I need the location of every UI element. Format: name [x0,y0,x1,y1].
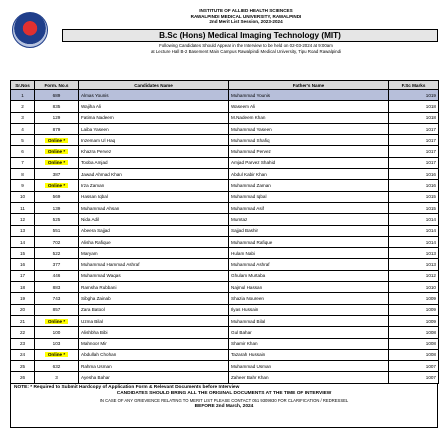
candidate-name-cell: Muhammad Waqas [79,270,229,281]
marks-cell: 1013 [389,259,439,270]
table-row [11,282,439,293]
organization-block [54,8,438,25]
father-name-cell: Muhammad Rafique [229,236,389,247]
candidate-name-cell: Tooba Amjad [79,157,229,168]
candidate-name-cell: Nida Adil [79,214,229,225]
form-number-cell: 387 [35,169,79,180]
father-name-cell: Waseem Ali [229,101,389,112]
table-row [11,236,439,247]
online-badge: Online * [45,160,68,165]
form-number-cell: 702 [35,236,79,247]
candidate-name-cell: Khazra Pervez [79,146,229,157]
father-name-cell: Muhammad Shafiq [229,135,389,146]
candidate-name-cell: Mahnoor Mir [79,338,229,349]
candidate-name-cell: Almas Younis [79,90,229,101]
sr-cell: 23 [11,338,35,349]
marks-cell: 1015 [389,191,439,202]
father-name-cell: Muhammad Bilal [229,315,389,326]
sr-cell: 5 [11,135,35,146]
online-badge: Online * [45,352,68,357]
grievance-line: IN CASE OF ANY GRIEVIENCE RELATING TO MERIT LIST PLEASE CONTACT 051 9309930 FOR CLARIFICATION / REDRESSEL [99,397,349,403]
marks-cell: 1010 [389,282,439,293]
table-row [11,338,439,349]
col-header-sr: Sr.Nos [11,81,35,90]
marks-cell: 1009 [389,304,439,315]
table-row [11,349,439,360]
header-text-block [54,8,438,54]
table-row [11,146,439,157]
candidate-name-cell: Wajiha Ali [79,101,229,112]
form-number-cell: 569 [35,191,79,202]
table-row [11,135,439,146]
notice-line1: Following Candidates Should Appear in the Interview to be held on 02-03-2024 at 9:00am [159,42,333,48]
form-number-cell [35,157,79,168]
marks-cell: 1019 [389,90,439,101]
father-name-cell: Mumtaz [229,214,389,225]
father-name-cell: Muhammad Asif [229,202,389,213]
candidate-name-cell: Ramsha Rubbani [79,282,229,293]
org-line2: RAWALPINDI MEDICAL UNIVERSITY, RAWALPINDI [190,13,302,19]
documents-line: CANDIDATES SHOULD BRING ALL THE ORIGINAL DOCUMENTS AT THE TIME OF INTERVIEW [116,391,332,397]
online-badge: Online * [45,319,68,324]
sr-cell: 15 [11,248,35,259]
father-name-cell: Tazarah Hussain [229,349,389,360]
father-name-cell: M.Nadeem Khan [229,112,389,123]
father-name-cell: Shamir Khan [229,338,389,349]
marks-cell: 1016 [389,169,439,180]
sr-cell: 18 [11,282,35,293]
marks-cell: 1014 [389,236,439,247]
sr-cell: 26 [11,372,35,383]
form-number-cell: 3 [35,372,79,383]
online-badge: Online * [45,149,68,154]
form-number-cell: 446 [35,270,79,281]
form-number-cell: 883 [35,282,79,293]
table-row [11,315,439,326]
merit-list-page [10,8,438,428]
form-number-cell [35,315,79,326]
org-line3: 2nd Merit List Session, 2023-2024 [209,19,283,25]
form-number-cell: 857 [35,304,79,315]
table-row [11,90,439,101]
marks-cell: 1017 [389,123,439,134]
notice-line2: at Lecture Hall B-2 Basement Main Campus Rawalpindi Medical University, Tipu Road Rawalpindi [150,48,342,54]
table-row [11,180,439,191]
father-name-cell: Gul Bahar [229,327,389,338]
marks-cell: 1009 [389,293,439,304]
col-header-marks: F.Sc Marks [389,81,439,90]
table-row [11,169,439,180]
father-name-cell: Muhammad Ashraf [229,259,389,270]
father-name-cell: Muhammad Younis [229,90,389,101]
table-row [11,157,439,168]
sr-cell: 24 [11,349,35,360]
marks-cell: 1018 [389,101,439,112]
table-row [11,101,439,112]
sr-cell: 8 [11,169,35,180]
marks-cell: 1007 [389,361,439,372]
col-header-form: Form. No.s [35,81,79,90]
program-title: B.Sc (Hons) Medical Imaging Technology (MIT) [62,29,438,42]
form-number-cell: 522 [35,248,79,259]
sr-cell: 10 [11,191,35,202]
sr-cell: 3 [11,112,35,123]
sr-cell: 20 [11,304,35,315]
interview-notice [54,43,438,55]
marks-cell: 1008 [389,338,439,349]
marks-cell: 1018 [389,112,439,123]
candidate-name-cell: Maryam [79,248,229,259]
candidate-name-cell: Alisha Rafique [79,236,229,247]
candidate-name-cell: Uzma Bilal [79,315,229,326]
marks-cell: 1012 [389,270,439,281]
table-row [11,293,439,304]
father-name-cell: Sajjad Bashir [229,225,389,236]
candidate-name-cell: Muhammad Ahsan [79,202,229,213]
sr-cell: 13 [11,225,35,236]
form-number-cell: 879 [35,123,79,134]
form-number-cell [35,180,79,191]
father-name-cell: Muhammad Iqbal [229,191,389,202]
father-name-cell: Zaheer Bahr Khan [229,372,389,383]
form-number-cell: 139 [35,202,79,213]
form-number-cell: 743 [35,293,79,304]
col-header-name: Candidates Name [79,81,229,90]
candidate-name-cell: Alishbha Bibi [79,327,229,338]
university-seal-logo [12,12,48,48]
candidate-name-cell: Abeera Sajjad [79,225,229,236]
form-number-cell [35,146,79,157]
table-row [11,202,439,213]
online-badge: Online * [45,183,68,188]
father-name-cell: Abdul Kabir Khan [229,169,389,180]
form-number-cell: 100 [35,327,79,338]
sr-cell: 22 [11,327,35,338]
marks-cell: 1009 [389,315,439,326]
marks-cell: 1014 [389,214,439,225]
sr-cell: 1 [11,90,35,101]
table-row [11,361,439,372]
col-header-father: Father's Name [229,81,389,90]
candidate-name-cell: Jawad Ahmad Khan [79,169,229,180]
marks-cell: 1014 [389,225,439,236]
candidate-name-cell: Fatima Nadeem [79,112,229,123]
table-row [11,112,439,123]
candidate-name-cell: Muhammad Hammad Ashraf [79,259,229,270]
sr-cell: 11 [11,202,35,213]
table-row [11,304,439,315]
online-badge: Online * [45,138,68,143]
father-name-cell: Najmul Hassan [229,282,389,293]
table-row [11,270,439,281]
form-number-cell: 835 [35,101,79,112]
note-text: Required to Submit Hardcopy of Application Form & Relevant Documents before Interview [33,384,240,390]
form-number-cell: 377 [35,259,79,270]
form-number-cell [35,135,79,146]
marks-cell: 1013 [389,248,439,259]
father-name-cell: Hulam Nabi [229,248,389,259]
candidate-name-cell: Zara Batool [79,304,229,315]
sr-cell: 12 [11,214,35,225]
marks-cell: 1015 [389,202,439,213]
table-row [11,123,439,134]
form-number-cell: 129 [35,112,79,123]
form-number-cell: 103 [35,338,79,349]
marks-cell: 1007 [389,372,439,383]
deadline-line: BEFORE 2nd March, 2024 [194,403,254,409]
candidate-name-cell: Abdullah Chohan [79,349,229,360]
sr-cell: 16 [11,259,35,270]
sr-cell: 17 [11,270,35,281]
table-row [11,248,439,259]
footer-notes [10,384,438,428]
note-label: NOTE: * [14,384,33,390]
father-name-cell: Muhammad Zaman [229,180,389,191]
merit-table [10,80,439,384]
marks-cell: 1017 [389,146,439,157]
sr-cell: 7 [11,157,35,168]
table-row [11,225,439,236]
father-name-cell: Amjad Parvez Shahid [229,157,389,168]
candidate-name-cell: Ayesha Bahar [79,372,229,383]
document-header [10,8,438,80]
sr-cell: 2 [11,101,35,112]
father-name-cell: Muhammad Yaseen [229,123,389,134]
father-name-cell: Shazia Noureen [229,293,389,304]
sr-cell: 6 [11,146,35,157]
form-number-cell: 525 [35,214,79,225]
candidate-name-cell: Irza Zaman [79,180,229,191]
father-name-cell: Ilyas Hussain [229,304,389,315]
sr-cell: 19 [11,293,35,304]
form-number-cell: 689 [35,90,79,101]
marks-cell: 1016 [389,180,439,191]
org-line1: INSTITUTE OF ALLIED HEALTH SCIENCES [199,8,293,13]
sr-cell: 14 [11,236,35,247]
marks-cell: 1017 [389,135,439,146]
form-number-cell: 551 [35,225,79,236]
sr-cell: 4 [11,123,35,134]
sr-cell: 9 [11,180,35,191]
father-name-cell: Muhammad Usman [229,361,389,372]
candidate-name-cell: Hassan Iqbal [79,191,229,202]
table-row [11,327,439,338]
table-header-row [11,81,439,90]
marks-cell: 1008 [389,327,439,338]
marks-cell: 1008 [389,349,439,360]
table-row [11,214,439,225]
candidate-name-cell: Inzemam Ul Haq [79,135,229,146]
sr-cell: 21 [11,315,35,326]
form-number-cell: 632 [35,361,79,372]
sr-cell: 25 [11,361,35,372]
form-number-cell [35,349,79,360]
marks-cell: 1017 [389,157,439,168]
table-row [11,191,439,202]
father-name-cell: Muhammad Pervez [229,146,389,157]
father-name-cell: Ghulam Murtaba [229,270,389,281]
table-row [11,372,439,383]
table-row [11,259,439,270]
candidate-name-cell: Rahma Usman [79,361,229,372]
candidate-name-cell: Laiba Yaseen [79,123,229,134]
candidate-name-cell: Sibgha Zainab [79,293,229,304]
